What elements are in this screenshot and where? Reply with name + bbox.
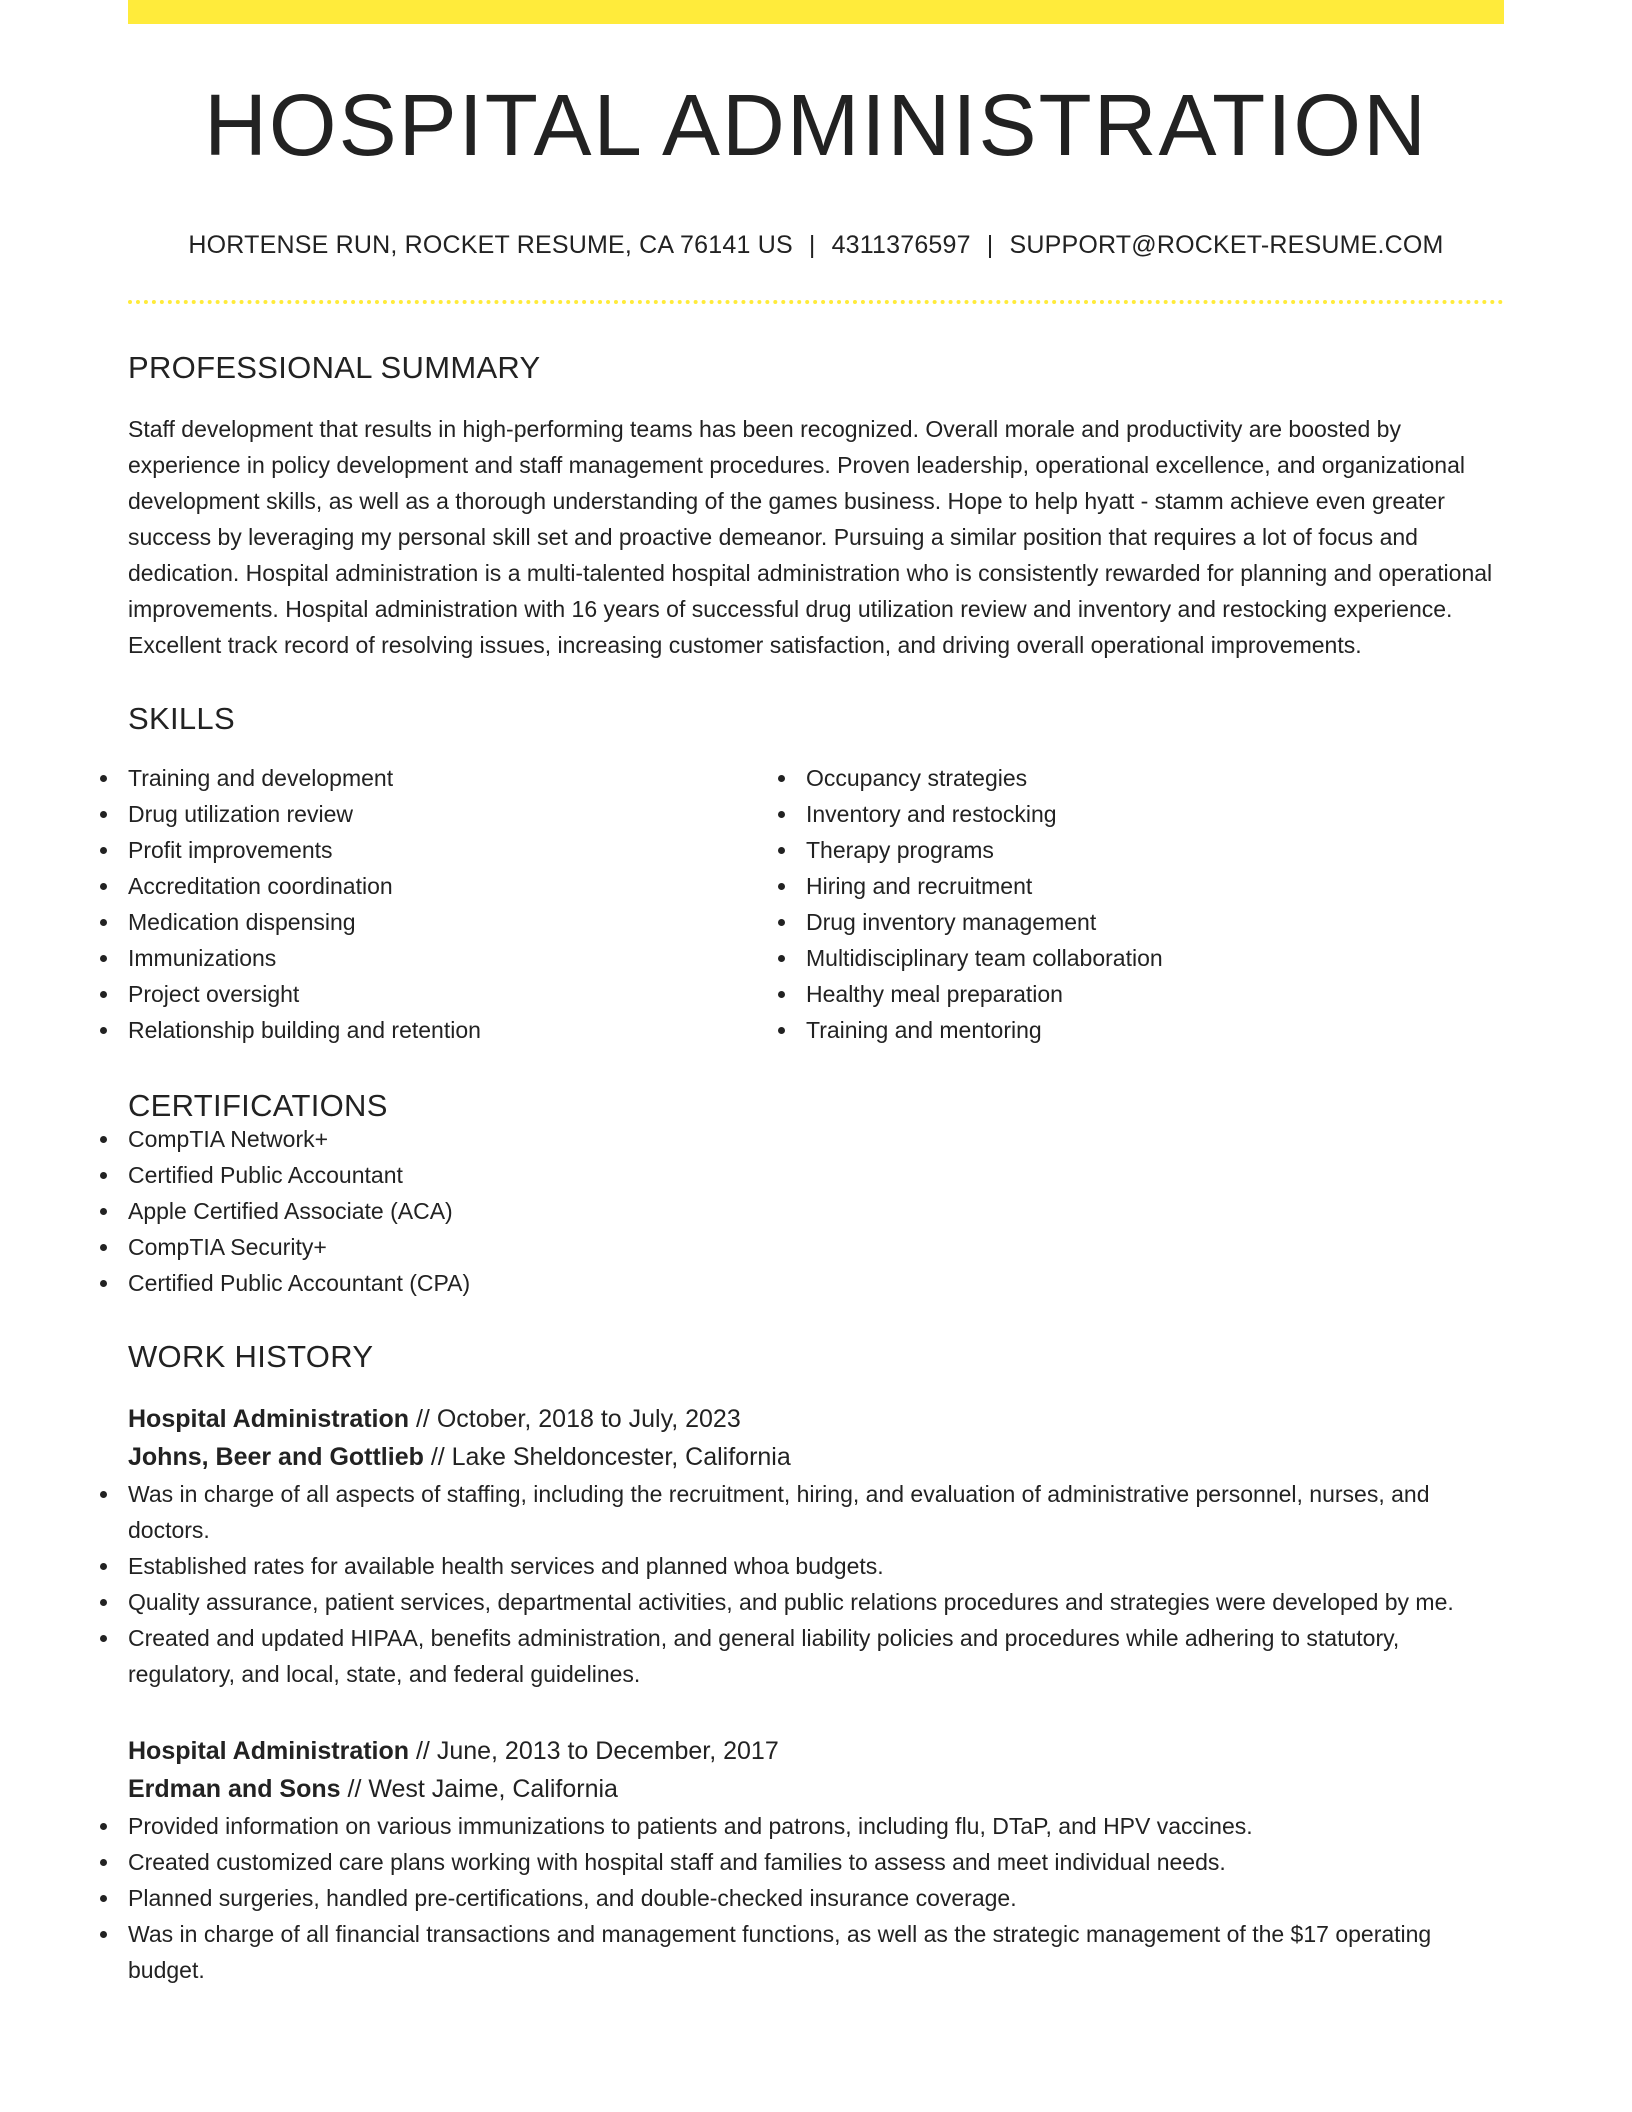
job-duty-item-text: Established rates for available health services and planned whoa budgets. bbox=[128, 1553, 884, 1579]
certification-item bbox=[128, 1157, 1504, 1193]
job-company: Johns, Beer and Gottlieb bbox=[128, 1443, 424, 1471]
job-duty-item-text: Planned surgeries, handled pre-certifications, and double-checked insurance coverage. bbox=[128, 1885, 1017, 1911]
skill-item bbox=[806, 832, 1484, 868]
job-duty-item-text: Created customized care plans working with hospital staff and families to assess and meet individual needs. bbox=[128, 1849, 1226, 1875]
bullet-dot-icon bbox=[100, 1859, 107, 1866]
contact-phone: 4311376597 bbox=[831, 231, 971, 259]
bullet-dot-icon bbox=[778, 847, 785, 854]
certification-item-text: Certified Public Accountant bbox=[128, 1162, 403, 1188]
job-duty-item bbox=[128, 1844, 1504, 1880]
skill-item-text: Hiring and recruitment bbox=[806, 873, 1033, 899]
job-duty-item bbox=[128, 1584, 1504, 1620]
job-duty-item-text: Provided information on various immunizations to patients and patrons, including flu, DTaP, and HPV vaccines. bbox=[128, 1813, 1253, 1839]
certification-item bbox=[128, 1265, 1504, 1301]
skill-item-text: Profit improvements bbox=[128, 837, 333, 863]
bullet-dot-icon bbox=[100, 1244, 107, 1251]
certification-item-text: CompTIA Network+ bbox=[128, 1126, 329, 1152]
skills-heading: SKILLS bbox=[128, 701, 235, 736]
job-dates: // June, 2013 to December, 2017 bbox=[409, 1737, 779, 1765]
skill-item bbox=[806, 760, 1484, 796]
skills-list-right bbox=[806, 760, 1484, 1048]
bullet-dot-icon bbox=[778, 811, 785, 818]
job-entry bbox=[128, 1400, 1504, 1692]
job-duty-item-text: Was in charge of all aspects of staffing, including the recruitment, hiring, and evaluation of administrative personnel, nurses, and doctors. bbox=[128, 1481, 1430, 1543]
skill-item bbox=[128, 976, 806, 1012]
bullet-dot-icon bbox=[100, 847, 107, 854]
certification-item-text: CompTIA Security+ bbox=[128, 1234, 327, 1260]
skill-item-text: Occupancy strategies bbox=[806, 765, 1028, 791]
job-duty-item bbox=[128, 1916, 1504, 1988]
bullet-dot-icon bbox=[100, 1895, 107, 1902]
skill-item bbox=[806, 904, 1484, 940]
job-dates: // October, 2018 to July, 2023 bbox=[409, 1405, 741, 1433]
bullet-dot-icon bbox=[778, 883, 785, 890]
bullet-dot-icon bbox=[778, 919, 785, 926]
work-history-heading: WORK HISTORY bbox=[128, 1339, 374, 1374]
bullet-dot-icon bbox=[100, 1599, 107, 1606]
contact-separator: | bbox=[986, 231, 994, 259]
job-duty-item bbox=[128, 1880, 1504, 1916]
bullet-dot-icon bbox=[100, 1823, 107, 1830]
certifications-list bbox=[128, 1121, 1504, 1301]
bullet-dot-icon bbox=[100, 1027, 107, 1034]
certifications-heading: CERTIFICATIONS bbox=[128, 1088, 388, 1123]
bullet-dot-icon bbox=[100, 919, 107, 926]
bullet-dot-icon bbox=[100, 883, 107, 890]
bullet-dot-icon bbox=[100, 1563, 107, 1570]
skill-item-text: Drug utilization review bbox=[128, 801, 353, 827]
job-company: Erdman and Sons bbox=[128, 1775, 341, 1803]
skill-item-text: Immunizations bbox=[128, 945, 277, 971]
job-duties-list bbox=[128, 1476, 1504, 1692]
skill-item-text: Multidisciplinary team collaboration bbox=[806, 945, 1163, 971]
job-location: // West Jaime, California bbox=[340, 1775, 618, 1803]
job-duty-item-text: Created and updated HIPAA, benefits administration, and general liability policies and procedures while adhering to statutory, regulatory, and local, state, and federal guidelines. bbox=[128, 1625, 1400, 1687]
skill-item bbox=[128, 1012, 806, 1048]
bullet-dot-icon bbox=[778, 775, 785, 782]
skill-item bbox=[128, 760, 806, 796]
skill-item bbox=[128, 832, 806, 868]
bullet-dot-icon bbox=[100, 1208, 107, 1215]
bullet-dot-icon bbox=[100, 1491, 107, 1498]
summary-heading: PROFESSIONAL SUMMARY bbox=[128, 350, 541, 385]
certification-item bbox=[128, 1121, 1504, 1157]
skills-list-left bbox=[128, 760, 806, 1048]
job-duty-item bbox=[128, 1548, 1504, 1584]
skill-item-text: Healthy meal preparation bbox=[806, 981, 1063, 1007]
skill-item-text: Training and mentoring bbox=[806, 1017, 1042, 1043]
skill-item-text: Inventory and restocking bbox=[806, 801, 1057, 827]
skill-item bbox=[806, 868, 1484, 904]
certification-item-text: Apple Certified Associate (ACA) bbox=[128, 1198, 453, 1224]
job-duty-item bbox=[128, 1476, 1504, 1548]
skill-item bbox=[806, 976, 1484, 1012]
job-duty-item-text: Quality assurance, patient services, departmental activities, and public relations procedures and strategies were developed by me. bbox=[128, 1589, 1454, 1615]
skill-item-text: Project oversight bbox=[128, 981, 300, 1007]
skill-item bbox=[806, 940, 1484, 976]
bullet-dot-icon bbox=[100, 1136, 107, 1143]
job-duty-item bbox=[128, 1808, 1504, 1844]
certification-item bbox=[128, 1193, 1504, 1229]
job-duties-list bbox=[128, 1808, 1504, 1988]
skill-item bbox=[806, 1012, 1484, 1048]
contact-email: SUPPORT@ROCKET-RESUME.COM bbox=[1009, 231, 1444, 259]
skill-item-text: Training and development bbox=[128, 765, 394, 791]
bullet-dot-icon bbox=[100, 775, 107, 782]
bullet-dot-icon bbox=[778, 1027, 785, 1034]
skills-columns bbox=[128, 760, 1504, 1048]
contact-line bbox=[128, 233, 1504, 258]
dotted-divider bbox=[128, 300, 1504, 304]
skill-item bbox=[806, 796, 1484, 832]
job-location: // Lake Sheldoncester, California bbox=[423, 1443, 791, 1471]
contact-address: HORTENSE RUN, ROCKET RESUME, CA 76141 US bbox=[188, 231, 793, 259]
job-entry bbox=[128, 1732, 1504, 1988]
contact-separator: | bbox=[808, 231, 816, 259]
bullet-dot-icon bbox=[100, 1280, 107, 1287]
bullet-dot-icon bbox=[100, 955, 107, 962]
job-duty-item bbox=[128, 1620, 1504, 1692]
job-company-line bbox=[128, 1770, 1504, 1808]
skill-item bbox=[128, 868, 806, 904]
work-history-list bbox=[128, 1400, 1504, 1988]
bullet-dot-icon bbox=[100, 1635, 107, 1642]
summary-text: Staff development that results in high-performing teams has been recognized. Overall morale and productivity are boosted by experience in policy development and staff management procedures. Proven leadership, operational excellence, and organizational development skills, as well as a thorough understanding of the games business. Hope to help hyatt - stamm achieve even greater success by leveraging my personal skill set and proactive demeanor. Pursuing a similar position that requires a lot of focus and dedication. Hospital administration is a multi-talented hospital administration who is consistently rewarded for planning and operational improvements. Hospital administration with 16 years of successful drug utilization review and inventory and restocking experience. Excellent track record of resolving issues, increasing customer satisfaction, and driving overall operational improvements. bbox=[128, 416, 1493, 658]
bullet-dot-icon bbox=[100, 1931, 107, 1938]
skill-item-text: Drug inventory management bbox=[806, 909, 1097, 935]
bullet-dot-icon bbox=[100, 991, 107, 998]
job-title: Hospital Administration bbox=[128, 1405, 410, 1433]
certification-item-text: Certified Public Accountant (CPA) bbox=[128, 1270, 471, 1296]
skill-item-text: Therapy programs bbox=[806, 837, 994, 863]
bullet-dot-icon bbox=[100, 811, 107, 818]
job-company-line bbox=[128, 1438, 1504, 1476]
resume-page bbox=[128, 0, 1504, 1988]
certification-item bbox=[128, 1229, 1504, 1265]
job-title-line bbox=[128, 1400, 1504, 1438]
job-title-line bbox=[128, 1732, 1504, 1770]
skill-item bbox=[128, 940, 806, 976]
skill-item-text: Accreditation coordination bbox=[128, 873, 393, 899]
bullet-dot-icon bbox=[100, 1172, 107, 1179]
bullet-dot-icon bbox=[778, 955, 785, 962]
accent-top-bar bbox=[128, 0, 1504, 24]
skill-item-text: Medication dispensing bbox=[128, 909, 356, 935]
skill-item bbox=[128, 796, 806, 832]
skill-item bbox=[128, 904, 806, 940]
resume-name: HOSPITAL ADMINISTRATION bbox=[204, 77, 1428, 174]
job-title: Hospital Administration bbox=[128, 1737, 410, 1765]
skill-item-text: Relationship building and retention bbox=[128, 1017, 481, 1043]
bullet-dot-icon bbox=[778, 991, 785, 998]
job-duty-item-text: Was in charge of all financial transactions and management functions, as well as the strategic management of the $17 operating budget. bbox=[128, 1921, 1432, 1983]
